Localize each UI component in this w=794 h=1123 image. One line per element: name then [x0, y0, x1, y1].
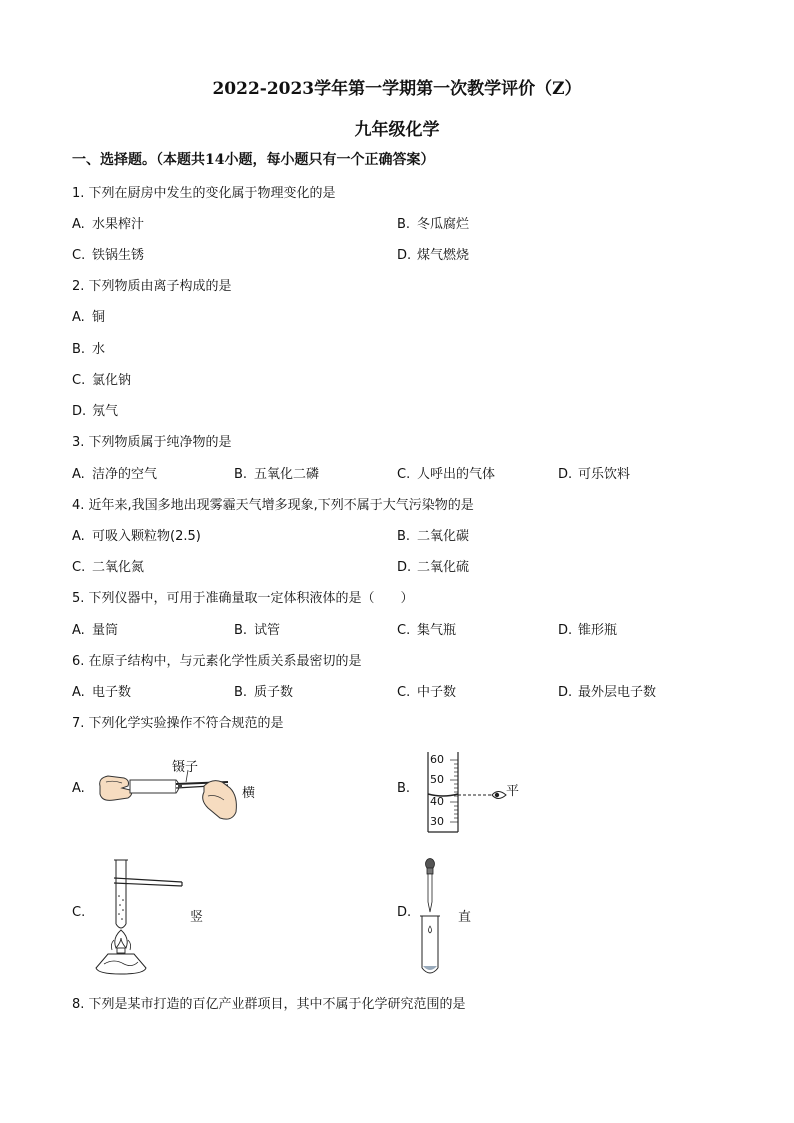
q7b-tick-60: 60: [430, 753, 444, 766]
question-7-stem: 7. 下列化学实验操作不符合规范的是: [72, 716, 284, 731]
q6-option-b-text: 质子数: [254, 685, 294, 700]
question-6-stem: 6. 在原子结构中，与元素化学性质关系最密切的是: [72, 654, 362, 669]
q3-option-d[interactable]: [558, 463, 630, 482]
q1-option-c-text: 铁锅生锈: [92, 248, 145, 263]
q4-option-a[interactable]: [72, 525, 201, 544]
q2-option-b-text: 水: [92, 342, 106, 357]
q5-option-d-text: 锥形瓶: [578, 623, 618, 638]
q5-option-d-label: D.: [558, 623, 573, 638]
question-1-stem: 1. 下列在厨房中发生的变化属于物理变化的是: [72, 186, 336, 201]
q7-figure-c: [94, 856, 214, 976]
section-heading: 一、选择题。（本题共14小题，每小题只有一个正确答案）: [72, 152, 435, 168]
q7a-label-horizontal: 横: [242, 786, 256, 801]
question-8-stem: 8. 下列是某市打造的百亿产业群项目，其中不属于化学研究范围的是: [72, 997, 466, 1012]
q2-option-a[interactable]: [72, 306, 105, 325]
q1-option-c-label: C.: [72, 248, 86, 263]
q3-option-a-label: A.: [72, 467, 85, 482]
q7-option-d-label[interactable]: D.: [397, 905, 412, 920]
q7b-tick-40: 40: [430, 795, 444, 808]
q4-option-a-label: A.: [72, 529, 85, 544]
q2-option-b[interactable]: [72, 338, 105, 357]
q5-option-a-label: A.: [72, 623, 85, 638]
q7b-tick-30: 30: [430, 815, 444, 828]
q2-option-b-label: B.: [72, 342, 86, 357]
q2-option-c-text: 氯化钠: [92, 373, 132, 388]
q4-option-d[interactable]: [397, 556, 469, 575]
q3-option-c[interactable]: [397, 463, 495, 482]
q5-option-a[interactable]: [72, 619, 118, 638]
q3-option-b-text: 五氧化二磷: [254, 467, 320, 482]
q7-figure-d: [418, 858, 488, 978]
q3-option-b-label: B.: [234, 467, 248, 482]
q6-option-a[interactable]: [72, 681, 131, 700]
question-5-stem: 5. 下列仪器中，可用于准确量取一定体积液体的是（ ）: [72, 591, 414, 606]
q6-option-b[interactable]: [234, 681, 293, 700]
q6-option-c-text: 中子数: [417, 685, 457, 700]
q2-option-d-text: 氖气: [92, 404, 119, 419]
q4-option-d-label: D.: [397, 560, 412, 575]
q6-option-b-label: B.: [234, 685, 248, 700]
question-3-stem: 3. 下列物质属于纯净物的是: [72, 435, 232, 450]
q7b-label-level: 平: [506, 784, 520, 799]
q4-option-c-text: 二氧化氮: [92, 560, 145, 575]
q3-option-d-text: 可乐饮料: [578, 467, 631, 482]
q5-option-b-label: B.: [234, 623, 248, 638]
q4-option-c[interactable]: [72, 556, 144, 575]
q2-option-d[interactable]: [72, 400, 118, 419]
q6-option-d-text: 最外层电子数: [578, 685, 657, 700]
q7-option-c-label[interactable]: C.: [72, 905, 86, 920]
dropper-test-tube-icon: [418, 858, 448, 978]
q5-option-b[interactable]: [234, 619, 280, 638]
q1-option-a[interactable]: [72, 213, 144, 232]
q6-option-c-label: C.: [397, 685, 411, 700]
q1-option-b[interactable]: [397, 213, 469, 232]
tweezers-test-tube-icon: [96, 756, 246, 832]
q4-option-b-text: 二氧化碳: [417, 529, 470, 544]
q4-option-a-text: 可吸入颗粒物(2.5): [92, 529, 201, 544]
q3-option-a-text: 洁净的空气: [92, 467, 158, 482]
q4-option-c-label: C.: [72, 560, 86, 575]
q4-option-b-label: B.: [397, 529, 411, 544]
q2-option-a-label: A.: [72, 310, 85, 325]
q1-option-b-text: 冬瓜腐烂: [417, 217, 470, 232]
q6-option-a-text: 电子数: [92, 685, 132, 700]
q2-option-a-text: 铜: [92, 310, 106, 325]
q4-option-d-text: 二氧化硫: [417, 560, 470, 575]
q6-option-c[interactable]: [397, 681, 456, 700]
q3-option-c-label: C.: [397, 467, 411, 482]
q7b-tick-50: 50: [430, 773, 444, 786]
q2-option-c[interactable]: [72, 369, 131, 388]
q6-option-d-label: D.: [558, 685, 573, 700]
q6-option-d[interactable]: [558, 681, 656, 700]
q7-figure-a: [96, 756, 276, 832]
alcohol-lamp-test-tube-icon: [94, 856, 190, 976]
q5-option-c-label: C.: [397, 623, 411, 638]
q2-option-d-label: D.: [72, 404, 87, 419]
q5-option-c[interactable]: [397, 619, 456, 638]
q7c-label-vertical: 竖: [190, 910, 204, 925]
q1-option-a-text: 水果榨汁: [92, 217, 145, 232]
q1-option-c[interactable]: [72, 244, 144, 263]
q4-option-b[interactable]: [397, 525, 469, 544]
q7-option-a-label[interactable]: A.: [72, 781, 85, 796]
q1-option-a-label: A.: [72, 217, 85, 232]
page-title: 2022-2023学年第一学期第一次教学评价（Z）: [212, 79, 582, 99]
q1-option-d-text: 煤气燃烧: [417, 248, 470, 263]
q7d-label-upright: 直: [458, 910, 472, 925]
question-2-stem: 2. 下列物质由离子构成的是: [72, 279, 232, 294]
question-4-stem: 4. 近年来,我国多地出现雾霾天气增多现象,下列不属于大气污染物的是: [72, 498, 474, 513]
q1-option-b-label: B.: [397, 217, 411, 232]
q3-option-d-label: D.: [558, 467, 573, 482]
q3-option-c-text: 人呼出的气体: [417, 467, 496, 482]
q5-option-d[interactable]: [558, 619, 617, 638]
q6-option-a-label: A.: [72, 685, 85, 700]
q5-option-b-text: 试管: [254, 623, 281, 638]
q3-option-b[interactable]: [234, 463, 319, 482]
q2-option-c-label: C.: [72, 373, 86, 388]
q5-option-a-text: 量筒: [92, 623, 119, 638]
page-subtitle: 九年级化学: [354, 120, 440, 140]
q3-option-a[interactable]: [72, 463, 157, 482]
q5-option-c-text: 集气瓶: [417, 623, 457, 638]
q7a-label-tweezers: 镊子: [172, 760, 199, 775]
q7-figure-b: [424, 750, 534, 836]
q1-option-d-label: D.: [397, 248, 412, 263]
q7-option-b-label[interactable]: B.: [397, 781, 411, 796]
q1-option-d[interactable]: [397, 244, 469, 263]
